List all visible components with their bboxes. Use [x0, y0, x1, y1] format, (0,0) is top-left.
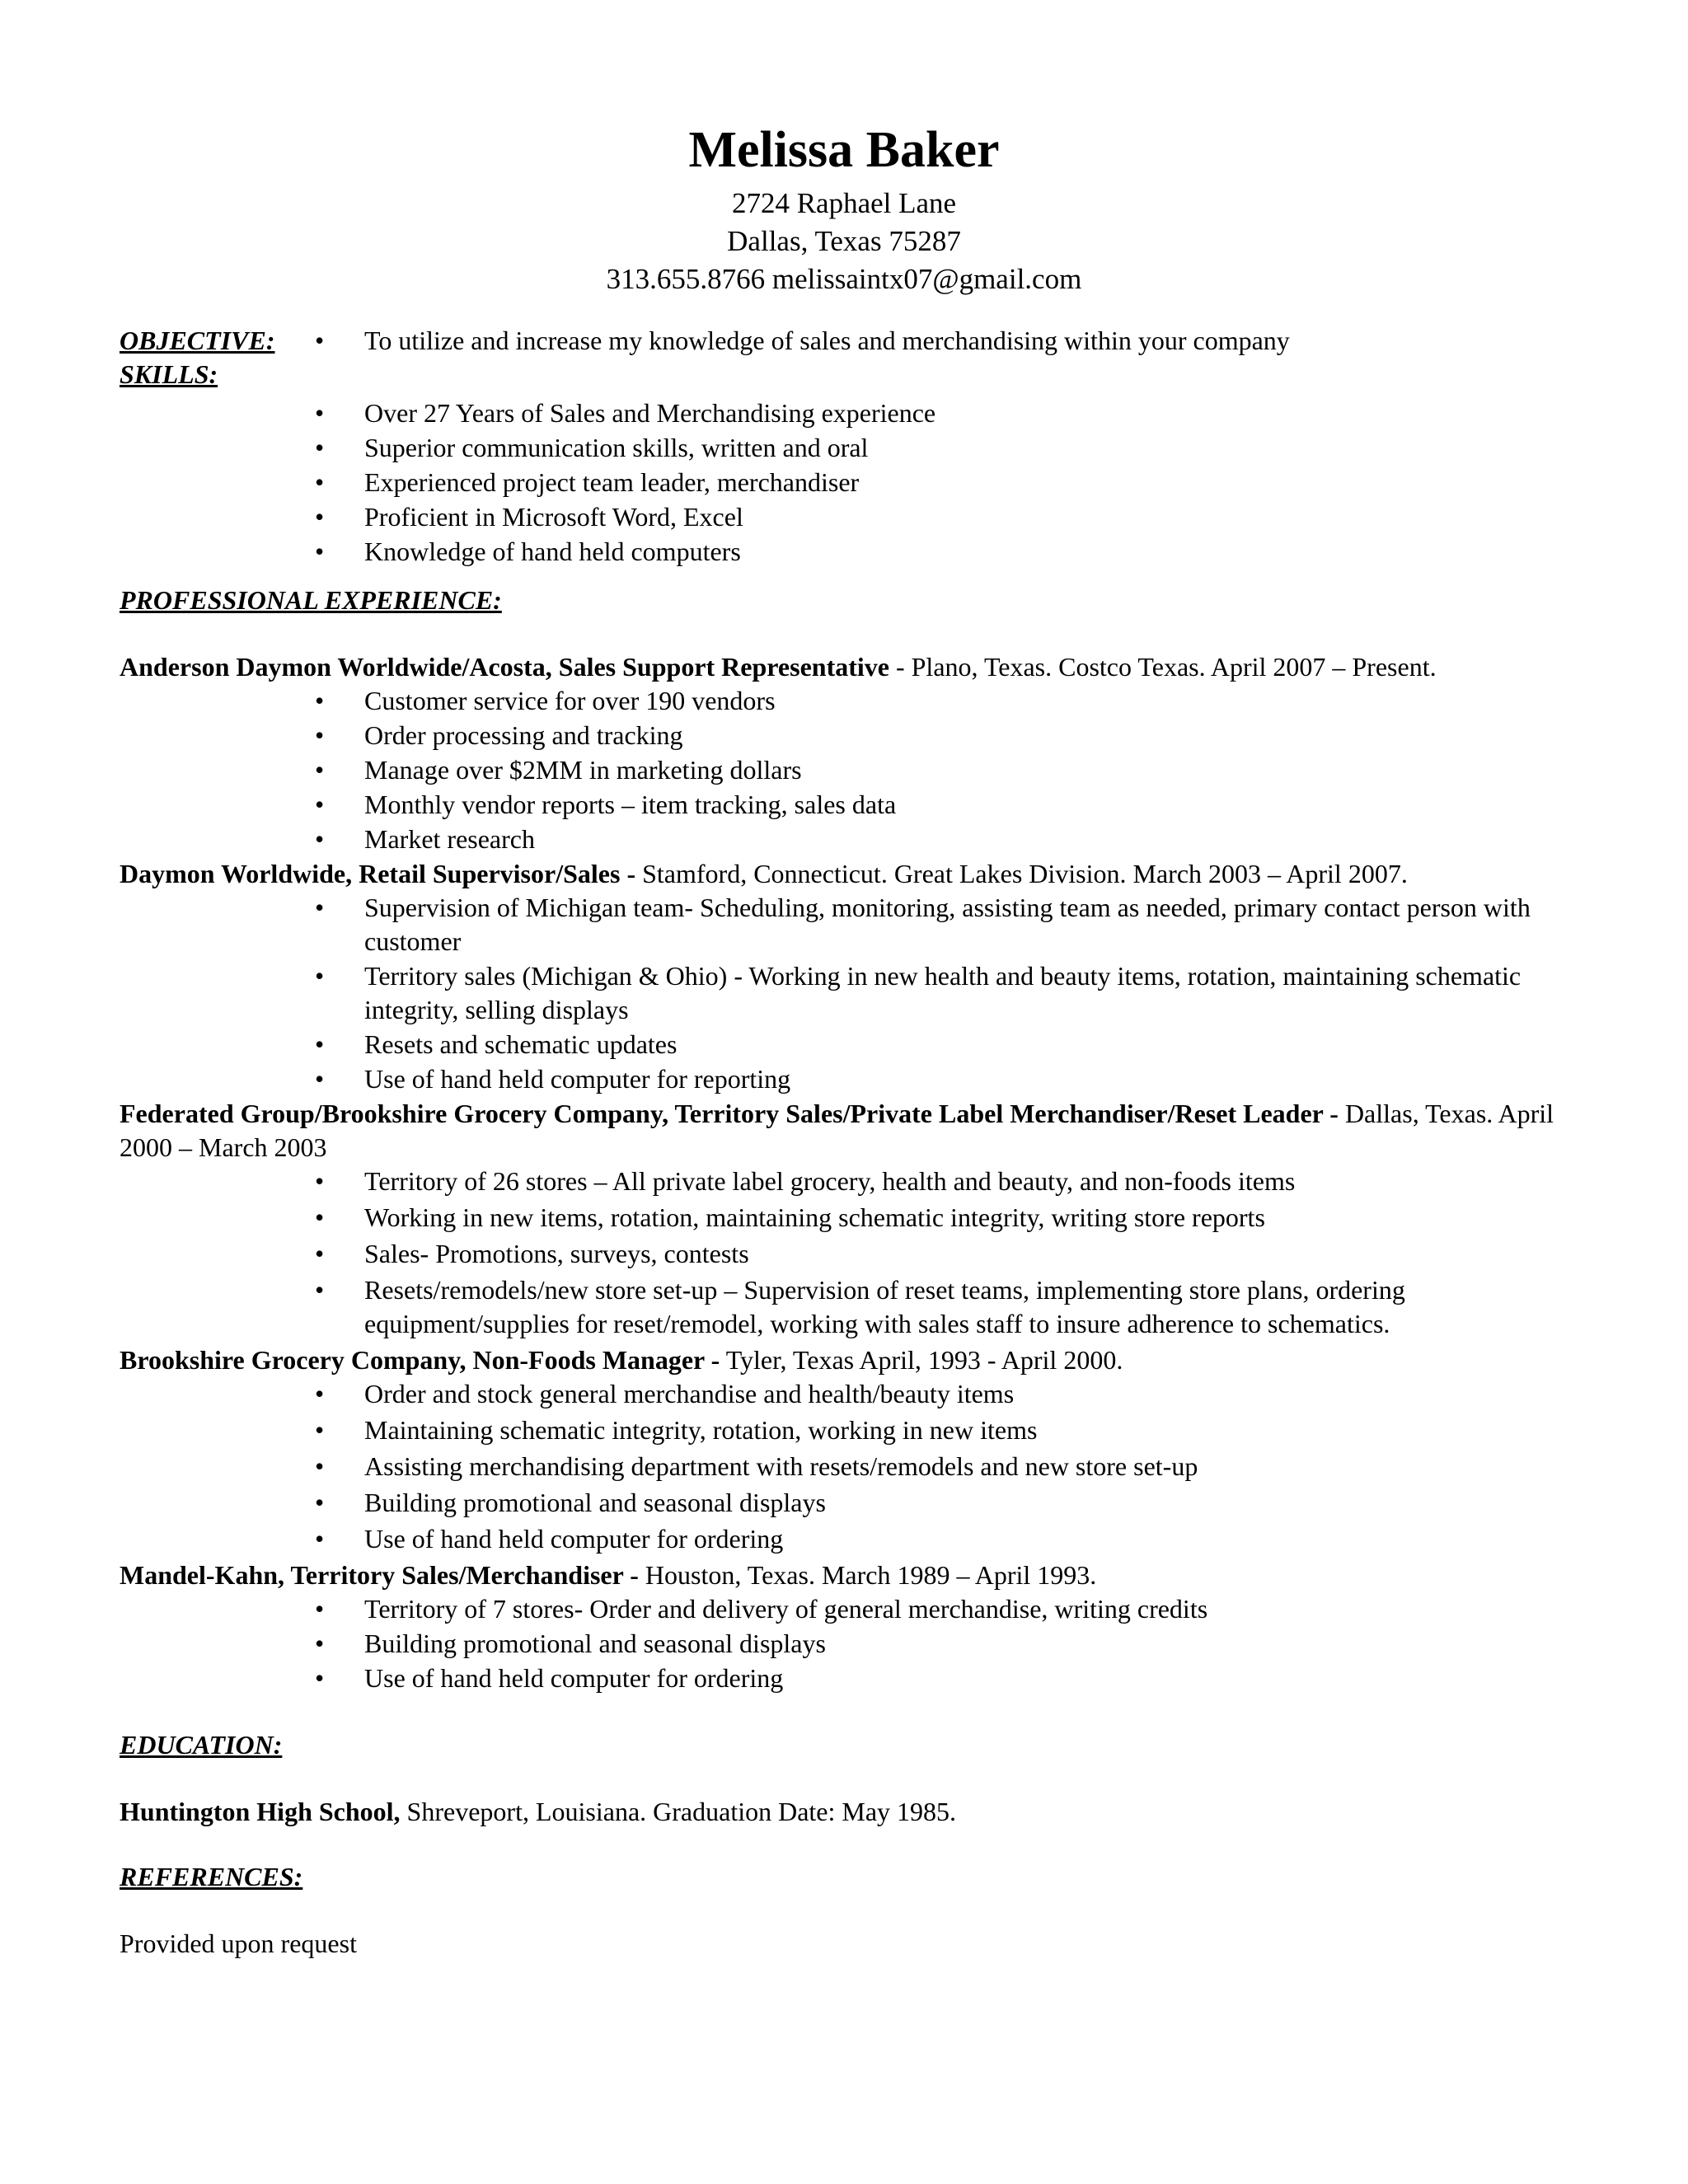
job-heading — [120, 1343, 1570, 1377]
job-duties — [120, 1165, 1570, 1341]
duty-item: • Building promotional and seasonal displays — [120, 1627, 1570, 1661]
objective-item: • To utilize and increase my knowledge of sales and merchandising within your company — [120, 324, 1570, 358]
job-title: Brookshire Grocery Company, Non-Foods Manager - — [120, 1345, 720, 1375]
duty-item: • Territory of 26 stores – All private label grocery, health and beauty, and non-foods items — [120, 1165, 1570, 1198]
duty-item: • Maintaining schematic integrity, rotation, working in new items — [120, 1413, 1570, 1447]
resume-header — [0, 115, 1688, 298]
job-heading — [120, 857, 1570, 891]
job-duties — [120, 684, 1570, 856]
experience-title: PROFESSIONAL EXPERIENCE: — [120, 585, 502, 615]
objective-title: OBJECTIVE: — [120, 326, 275, 355]
duty-item: • Sales- Promotions, surveys, contests — [120, 1237, 1570, 1271]
skills-list — [120, 396, 1570, 569]
job-heading — [120, 650, 1570, 684]
duty-item: • Market research — [120, 823, 1570, 856]
duty-item: • Customer service for over 190 vendors — [120, 684, 1570, 718]
job-details: Houston, Texas. March 1989 – April 1993. — [638, 1560, 1097, 1590]
duty-item: • Resets and schematic updates — [120, 1028, 1570, 1062]
education-entry — [120, 1795, 1570, 1829]
job-details: - Plano, Texas. Costco Texas. April 2007 – Present. — [889, 652, 1437, 682]
skill-item: • Superior communication skills, written and oral — [120, 431, 1570, 465]
duty-item: • Territory of 7 stores- Order and delivery of general merchandise, writing credits — [120, 1592, 1570, 1626]
duty-item: • Assisting merchandising department with resets/remodels and new store set-up — [120, 1450, 1570, 1483]
job-title: Federated Group/Brookshire Grocery Company, Territory Sales/Private Label Merchandiser/Reset Leader - — [120, 1099, 1339, 1128]
job-heading — [120, 1097, 1570, 1165]
references-text: Provided upon request — [120, 1929, 357, 1958]
duty-item: • Order processing and tracking — [120, 719, 1570, 752]
skill-item: • Over 27 Years of Sales and Merchandising experience — [120, 396, 1570, 430]
duty-item: • Manage over $2MM in marketing dollars — [120, 753, 1570, 787]
references-title: REFERENCES: — [120, 1862, 303, 1891]
job-duties — [120, 1377, 1570, 1556]
skill-item: • Knowledge of hand held computers — [120, 535, 1570, 569]
address-line-1: 2724 Raphael Lane — [731, 187, 957, 219]
duty-item: • Use of hand held computer for ordering — [120, 1522, 1570, 1556]
objective-list — [120, 324, 1570, 358]
skills-title: SKILLS: — [120, 359, 218, 389]
duty-item: • Resets/remodels/new store set-up – Supervision of reset teams, implementing store plans, ordering equipment/supplies for reset/remodel, working with sales staff to insure adherence to schematics. — [120, 1273, 1570, 1341]
skill-item: • Proficient in Microsoft Word, Excel — [120, 500, 1570, 534]
duty-item: • Use of hand held computer for reporting — [120, 1062, 1570, 1096]
duty-item: • Use of hand held computer for ordering — [120, 1661, 1570, 1695]
job-title: Anderson Daymon Worldwide/Acosta, Sales Support Representative — [120, 652, 889, 682]
candidate-name: Melissa Baker — [688, 122, 1000, 178]
school-name: Huntington High School, — [120, 1797, 401, 1826]
duty-item: • Working in new items, rotation, maintaining schematic integrity, writing store reports — [120, 1201, 1570, 1235]
phone-email: 313.655.8766 melissaintx07@gmail.com — [606, 263, 1082, 295]
job-details: Tyler, Texas April, 1993 - April 2000. — [720, 1345, 1123, 1375]
address-line-2: Dallas, Texas 75287 — [727, 225, 961, 257]
job-heading — [120, 1558, 1570, 1592]
duty-item: • Monthly vendor reports – item tracking, sales data — [120, 788, 1570, 822]
duty-item: • Supervision of Michigan team- Scheduling, monitoring, assisting team as needed, primary contact person with customer — [120, 891, 1570, 958]
job-title: Mandel-Kahn, Territory Sales/Merchandiser - — [120, 1560, 639, 1590]
job-details: Stamford, Connecticut. Great Lakes Division. March 2003 – April 2007. — [635, 859, 1408, 888]
job-duties — [120, 891, 1570, 1096]
job-details: Dallas, Texas. April 2000 – March 2003 — [120, 1099, 1554, 1162]
job-duties — [120, 1592, 1570, 1695]
duty-item: • Building promotional and seasonal displays — [120, 1486, 1570, 1520]
education-title: EDUCATION: — [120, 1730, 283, 1760]
duty-item: • Order and stock general merchandise and health/beauty items — [120, 1377, 1570, 1411]
skill-item: • Experienced project team leader, merchandiser — [120, 466, 1570, 499]
resume-body — [120, 324, 1570, 1961]
school-details: Shreveport, Louisiana. Graduation Date: May 1985. — [400, 1797, 957, 1826]
job-title: Daymon Worldwide, Retail Supervisor/Sales - — [120, 859, 636, 888]
duty-item: • Territory sales (Michigan & Ohio) - Working in new health and beauty items, rotation, maintaining schematic integrity, selling displays — [120, 959, 1570, 1027]
